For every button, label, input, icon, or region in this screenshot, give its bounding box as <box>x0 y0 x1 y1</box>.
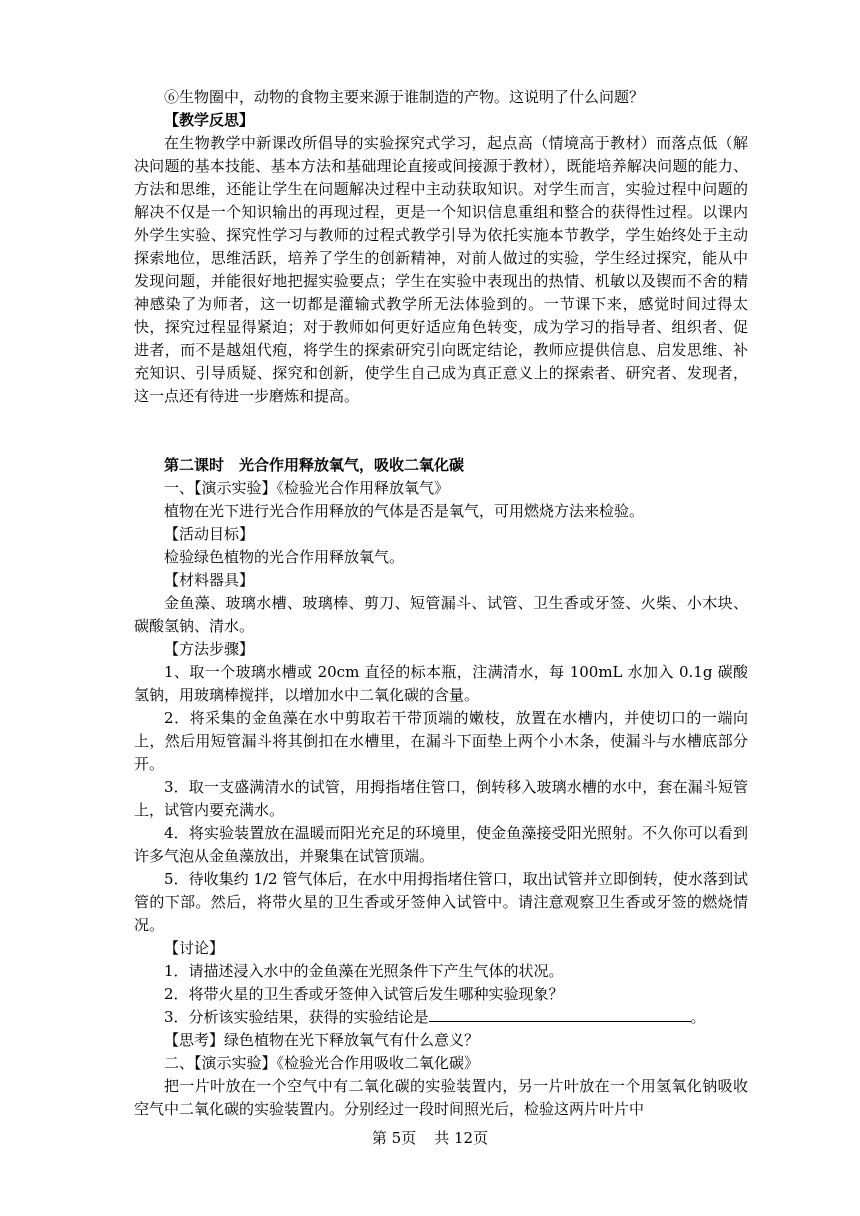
demo2-body: 把一片叶放在一个空气中有二氧化碳的实验装置内，另一片叶放在一个用氢氧化钠吸收空气中二氧化碳的实验装置内。分别经过一段时间照光后，检验这两片叶片中 <box>134 1077 748 1118</box>
page-footer <box>0 1127 860 1150</box>
section-gap <box>134 408 748 431</box>
discuss-3-prefix: 3．分析该实验结果，获得的实验结论是 <box>164 1008 429 1026</box>
lesson-title: 第二课时 光合作用释放氧气，吸收二氧化碳 <box>164 456 465 474</box>
discuss-heading: 【讨论】 <box>164 939 225 957</box>
demo1-intro: 植物在光下进行光合作用释放的气体是否是氧气，可用燃烧方法来检验。 <box>164 502 645 520</box>
discuss-1: 1．请描述浸入水中的金鱼藻在光照条件下产生气体的状况。 <box>164 962 564 980</box>
think-question: 【思考】绿色植物在光下释放氧气有什么意义？ <box>164 1031 480 1049</box>
page-total: 共 12页 <box>434 1129 489 1147</box>
page-number: 第 5页 <box>371 1129 417 1147</box>
goal-heading: 【活动目标】 <box>164 525 255 543</box>
step-4: 4．将实验装置放在温暖而阳光充足的环境里，使金鱼藻接受阳光照射。不久你可以看到许多气泡从金鱼藻放出，并聚集在试管顶端。 <box>134 824 748 865</box>
discuss-2: 2．将带火星的卫生香或牙签伸入试管后发生哪种实验现象？ <box>164 985 564 1003</box>
reflection-paragraph: 在生物教学中新课改所倡导的实验探究式学习，起点高（情境高于教材）而落点低（解决问题的基本技能、基本方法和基础理论直接或间接源于教材），既能培养解决问题的能力、方法和思维，还能让学生在问题解决过程中主动获取知识。对学生而言，实验过程中问题的解决不仅是一个知识输出的再现过程，更是一个知识信息重组和整合的获得性过程。以课内外学生实验、探究性学习与教师的过程式教学引导为依托实施本节教学，学生始终处于主动探索地位，思维活跃，培养了学生的创新精神，对前人做过的实验，学生经过探究，能从中发现问题，并能很好地把握实验要点；学生在实验中表现出的热情、机敏以及锲而不舍的精神感染了为师者，这一切都是灌输式教学所无法体验到的。一节课下来，感觉时间过得太快，探究过程显得紧迫；对于教师如何更好适应角色转变，成为学习的指导者、组织者、促进者，而不是越俎代疱，将学生的探索研究引向既定结论，教师应提供信息、启发思维、补充知识、引导质疑、探究和创新，使学生自己成为真正意义上的探索者、研究者、发现者，这一点还有待进一步磨炼和提高。 <box>134 134 748 405</box>
step-3: 3．取一支盛满清水的试管，用拇指堵住管口，倒转移入玻璃水槽的水中，套在漏斗短管上，试管内要充满水。 <box>134 778 748 819</box>
step-1: 1、取一个玻璃水槽或 20cm 直径的标本瓶，注满清水，每 100mL 水加入 0.1g 碳酸氢钠，用玻璃棒搅拌，以增加水中二氧化碳的含量。 <box>134 663 748 704</box>
step-2: 2．将采集的金鱼藻在水中剪取若干带顶端的嫩枝，放置在水槽内，并使切口的一端向上，然后用短管漏斗将其倒扣在水槽里，在漏斗下面垫上两个小木条，使漏斗与水槽底部分开。 <box>134 709 748 773</box>
answer-blank-line <box>429 1007 691 1022</box>
goal-body: 检验绿色植物的光合作用释放氧气。 <box>164 548 405 566</box>
demo2-heading: 二、【演示实验】《检验光合作用吸收二氧化碳》 <box>164 1054 480 1072</box>
discuss-3 <box>134 1006 748 1029</box>
question-6: ⑥生物圈中，动物的食物主要来源于谁制造的产物。这说明了什么问题？ <box>164 88 645 106</box>
discuss-3-suffix: 。 <box>690 1008 706 1026</box>
materials-heading: 【材料器具】 <box>164 571 255 589</box>
materials-body: 金鱼藻、玻璃水槽、玻璃棒、剪刀、短管漏斗、试管、卫生香或牙签、火柴、小木块、碳酸氢钠、清水。 <box>134 594 748 635</box>
step-5: 5．待收集约 1/2 管气体后，在水中用拇指堵住管口，取出试管并立即倒转，使水落到试管的下部。然后，将带火星的卫生香或牙签伸入试管中。请注意观察卫生香或牙签的燃烧情况。 <box>134 870 748 934</box>
demo1-heading: 一、【演示实验】《检验光合作用释放氧气》 <box>164 479 450 497</box>
reflection-heading: 【教学反思】 <box>164 111 255 129</box>
page-content <box>134 86 748 1121</box>
steps-heading: 【方法步骤】 <box>164 640 255 658</box>
